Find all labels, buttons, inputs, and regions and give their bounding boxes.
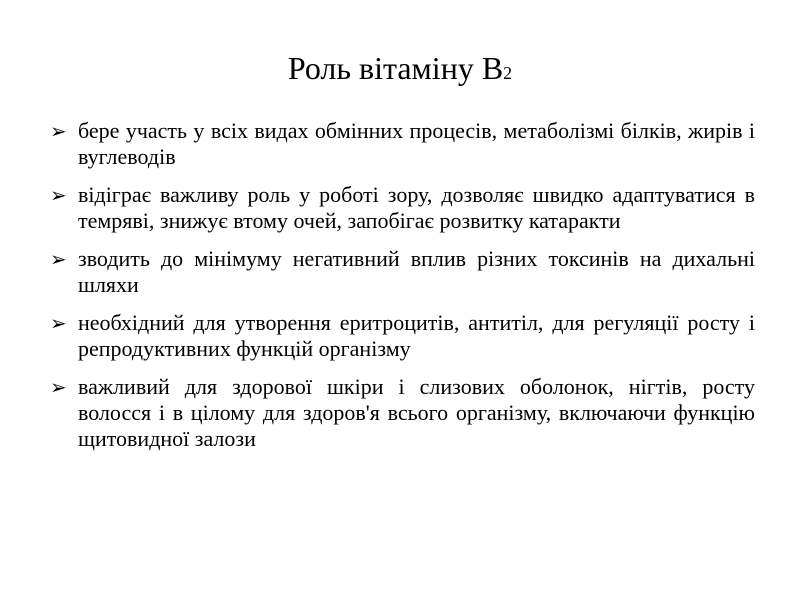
slide-title (0, 48, 800, 93)
bullet-text: зводить до мінімуму негативний вплив різних токсинів на дихальні шляхи (78, 246, 755, 297)
bullet-item (48, 118, 755, 170)
bullet-item (48, 310, 755, 362)
bullet-list (48, 118, 755, 464)
arrow-bullet-icon: ➢ (50, 313, 67, 335)
bullet-text: бере участь у всіх видах обмінних процесів, метаболізмі білків, жирів і вуглеводів (78, 118, 755, 169)
bullet-item (48, 246, 755, 298)
bullet-text: важливий для здорової шкіри і слизових оболонок, нігтів, росту волосся і в цілому для здоров'я всього організму, включаючи функцію щитовидної залози (78, 374, 755, 451)
bullet-item (48, 182, 755, 234)
title-text: Роль вітаміну B (287, 50, 504, 86)
title-subscript: 2 (503, 63, 513, 83)
arrow-bullet-icon: ➢ (50, 185, 67, 207)
arrow-bullet-icon: ➢ (50, 377, 67, 399)
arrow-bullet-icon: ➢ (50, 249, 67, 271)
arrow-bullet-icon: ➢ (50, 121, 67, 143)
bullet-item (48, 374, 755, 452)
bullet-text: відіграє важливу роль у роботі зору, дозволяє швидко адаптуватися в темряві, знижує втому очей, запобігає розвитку катаракти (78, 182, 755, 233)
bullet-text: необхідний для утворення еритроцитів, антитіл, для регуляції росту і репродуктивних функцій організму (78, 310, 755, 361)
